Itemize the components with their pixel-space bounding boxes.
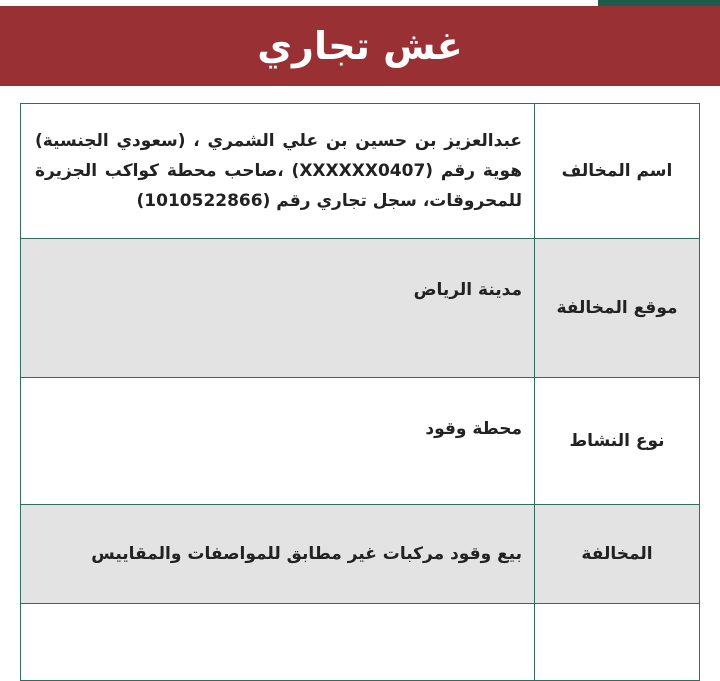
table-row-violator-name	[21, 104, 700, 239]
row-label-violation-location: موقع المخالفة	[535, 239, 700, 378]
row-label-activity-type: نوع النشاط	[535, 378, 700, 505]
row-value-violation: بيع وقود مركبات غير مطابق للمواصفات والمقاييس	[21, 505, 535, 604]
table-row-violation	[21, 505, 700, 604]
row-value-violation-location: مدينة الرياض	[21, 239, 535, 378]
row-value-violator-name: عبدالعزيز بن حسين بن علي الشمري ، (سعودي الجنسية) هوية رقم (XXXXXX0407) ،صاحب محطة كواكب الجزيرة للمحروقات، سجل تجاري رقم (1010522866)	[21, 104, 535, 239]
row-label-violation: المخالفة	[535, 505, 700, 604]
page-title: غش تجاري	[257, 24, 463, 68]
table-row-activity-type	[21, 378, 700, 505]
row-label-violator-name: اسم المخالف	[535, 104, 700, 239]
table-row-next	[21, 604, 700, 681]
row-value-next	[21, 604, 535, 681]
row-label-next	[535, 604, 700, 681]
violation-record-table	[20, 103, 700, 681]
title-banner	[0, 6, 720, 86]
table-row-violation-location	[21, 239, 700, 378]
row-value-activity-type: محطة وقود	[21, 378, 535, 505]
